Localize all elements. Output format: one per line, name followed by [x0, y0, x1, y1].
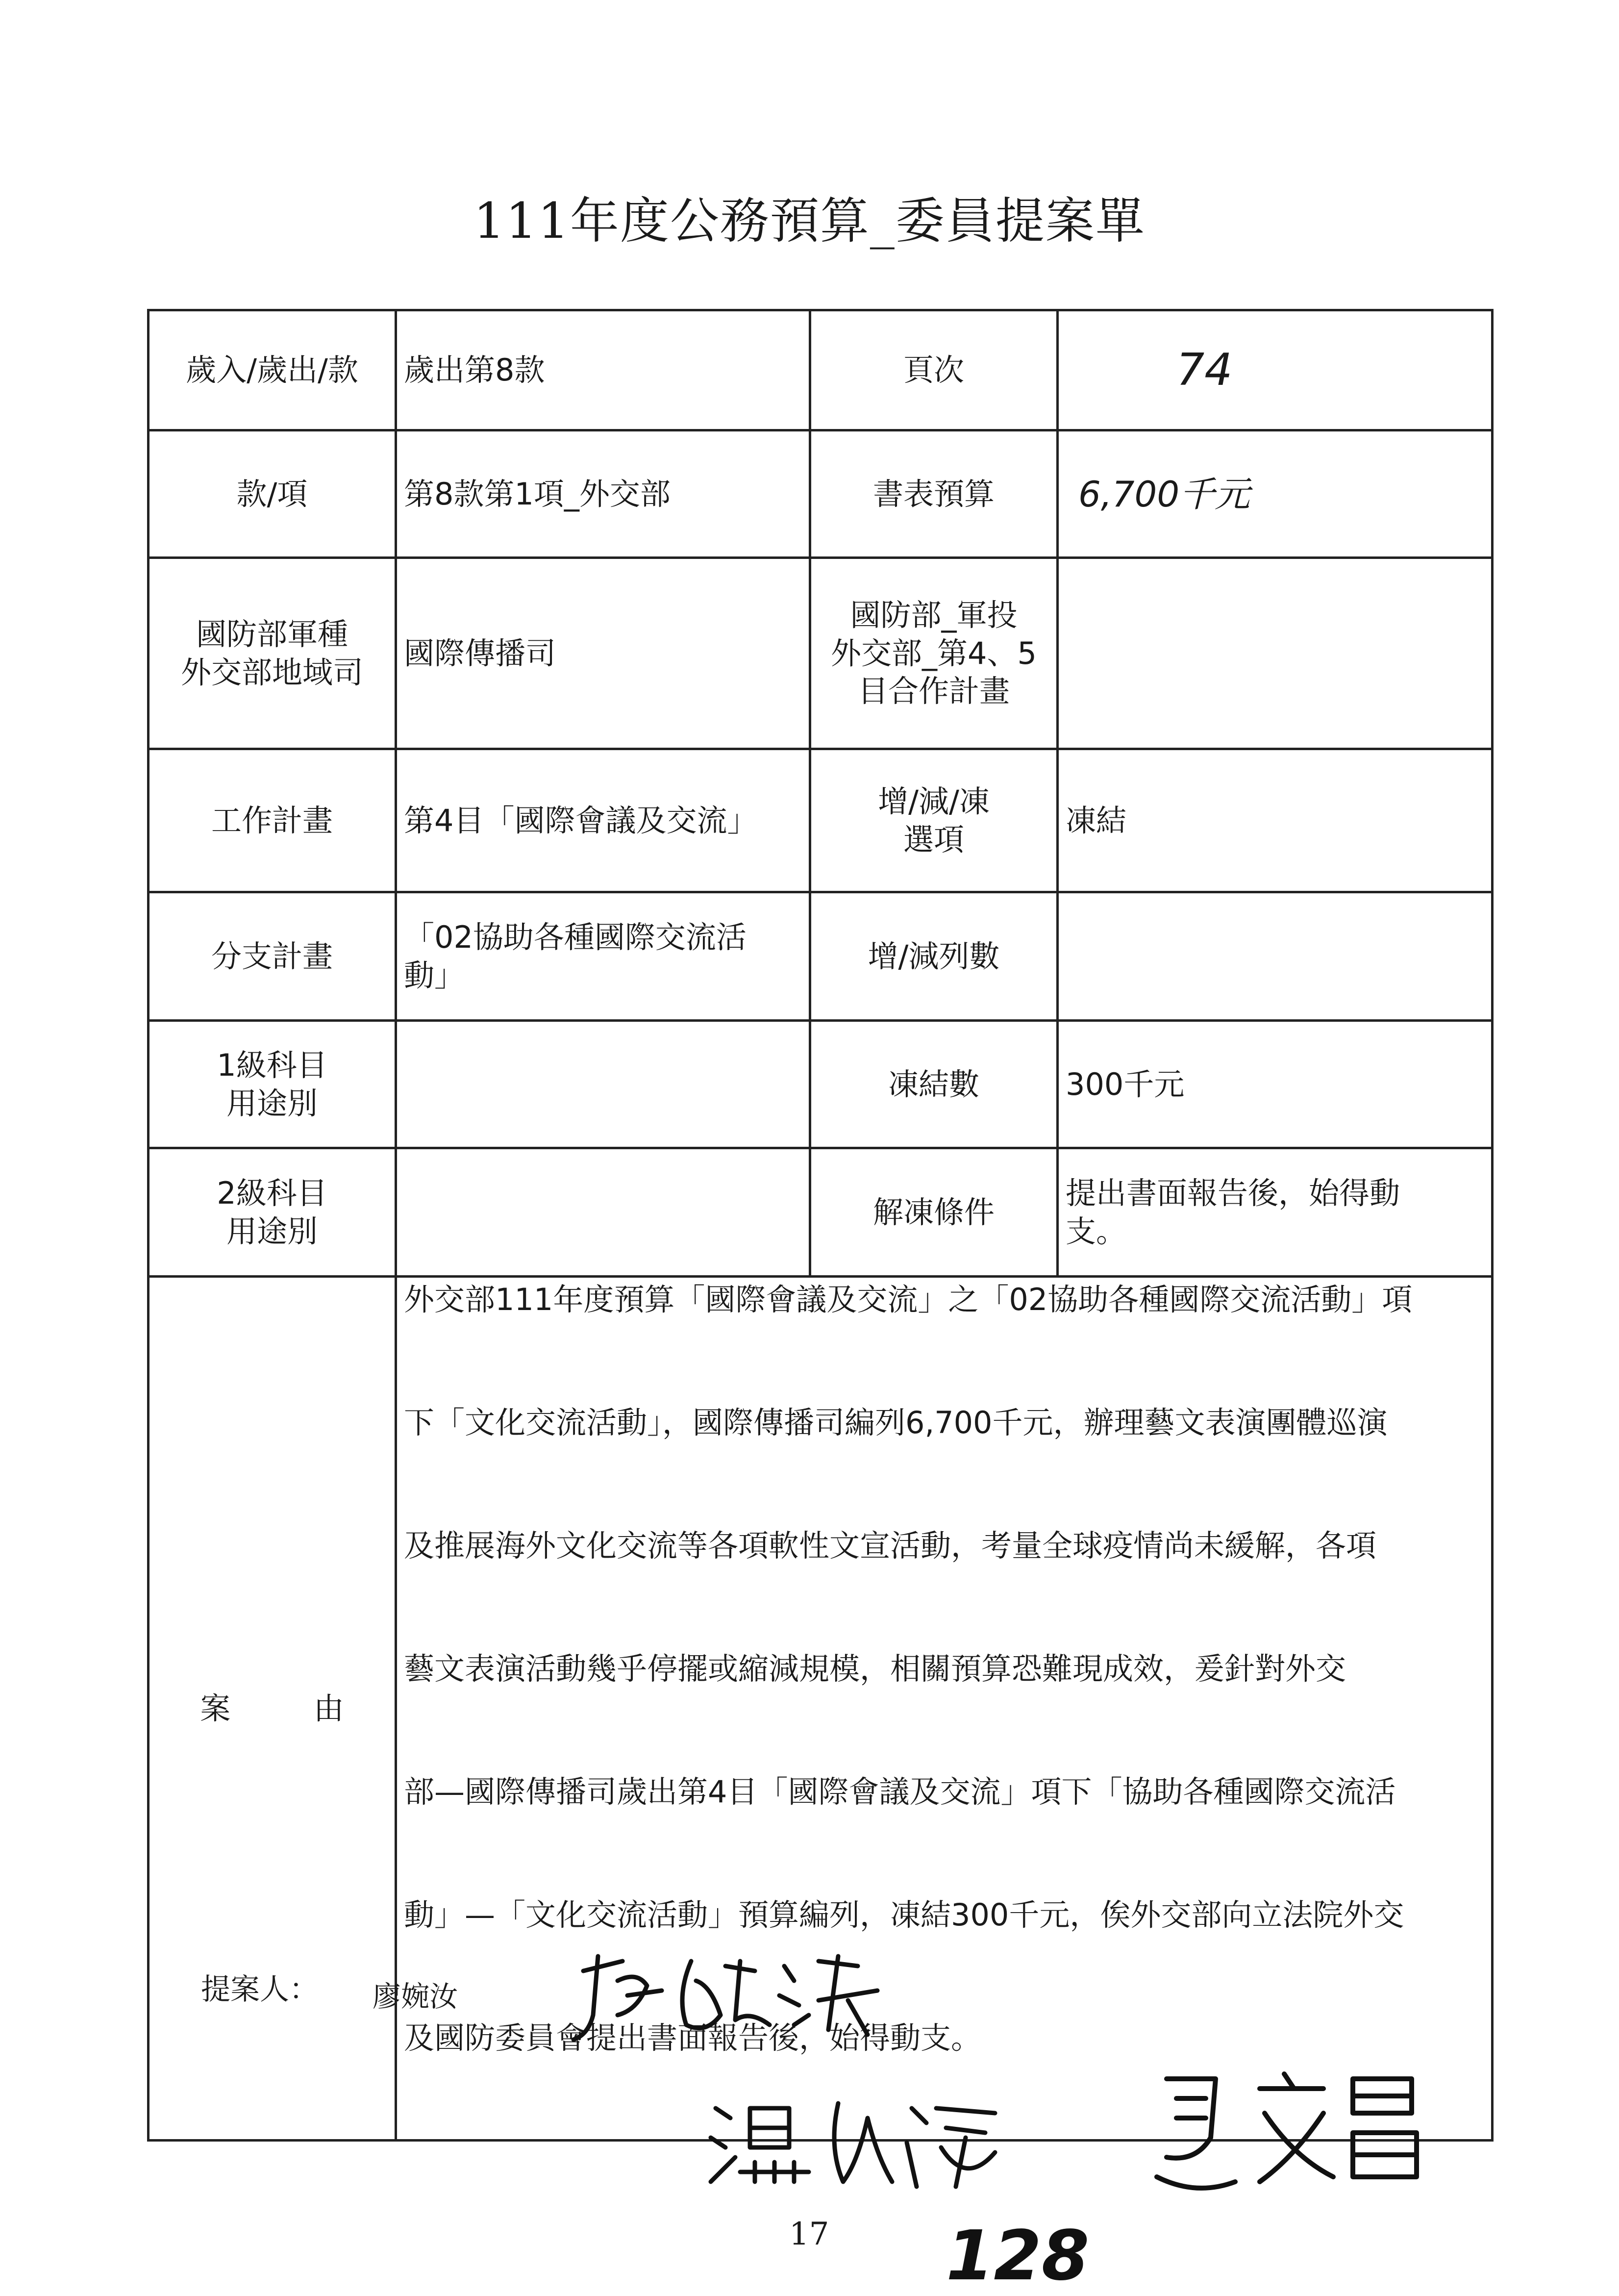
- field-value-line: 動」: [404, 957, 465, 993]
- field-label: 款/項: [149, 430, 396, 558]
- field-label: 分支計畫: [149, 892, 396, 1021]
- form-row: [149, 1148, 1493, 1277]
- budget-handwritten-cell: [1058, 430, 1493, 558]
- field-value-line: 「02協助各種國際交流活: [404, 919, 747, 955]
- case-reason-line: 藝文表演活動幾乎停擺或縮減規模，相關預算恐難現成效，爰針對外交: [404, 1651, 1346, 1687]
- case-reason: [396, 1277, 1493, 2141]
- field-label-line: 外交部地域司: [180, 654, 363, 690]
- case-label-char: 案: [200, 1690, 231, 1726]
- case-reason-line: 動」—「文化交流活動」預算編列，凍結300千元，俟外交部向立法院外交: [404, 1897, 1404, 1933]
- field-value: 國際傳播司: [396, 558, 810, 749]
- case-label-char: 由: [313, 1690, 344, 1726]
- proposer-name: 廖婉汝: [373, 1980, 458, 2013]
- case-reason-line: 部—國際傳播司歲出第4目「國際會議及交流」項下「協助各種國際交流活: [404, 1774, 1396, 1810]
- field-value: [396, 1021, 810, 1148]
- field-value: [396, 892, 810, 1021]
- handwritten-budget: 6,700千元: [1078, 473, 1250, 515]
- handwritten-page-ref: 74: [1176, 344, 1233, 396]
- case-reason-line: 及推展海外文化交流等各項軟性文宣活動，考量全球疫情尚未緩解，各項: [404, 1528, 1377, 1564]
- case-reason-line: 外交部111年度預算「國際會議及交流」之「02協助各種國際交流活動」項: [404, 1282, 1413, 1317]
- proposer-label: 提案人：: [201, 1972, 319, 2007]
- field-value: 凍結: [1058, 749, 1493, 892]
- signature-1: [564, 1942, 907, 2049]
- field-label: [149, 1148, 396, 1277]
- field-label: [149, 558, 396, 749]
- field-label: 頁次: [810, 310, 1058, 430]
- form-row: [149, 310, 1493, 430]
- field-label: 解凍條件: [810, 1148, 1058, 1277]
- field-value: [1058, 558, 1493, 749]
- field-label-line: 選項: [903, 821, 964, 858]
- case-reason-line: 及國防委員會提出書面報告後，始得動支。: [404, 2020, 982, 2056]
- form-row: [149, 892, 1493, 1021]
- field-label: 書表預算: [810, 430, 1058, 558]
- field-label: [810, 749, 1058, 892]
- field-label-line: 外交部_第4、5: [831, 635, 1037, 671]
- form-row: [149, 749, 1493, 892]
- case-label: [149, 1277, 396, 2141]
- field-label-line: 用途別: [226, 1213, 318, 1249]
- page-number: 17: [789, 2216, 829, 2252]
- field-label: [149, 1021, 396, 1148]
- form-row: [149, 1021, 1493, 1148]
- field-label-line: 2級科目: [217, 1175, 327, 1211]
- signature-2: [701, 2089, 1005, 2196]
- field-label: 凍結數: [810, 1021, 1058, 1148]
- field-value-line: 提出書面報告後，始得動: [1066, 1175, 1400, 1211]
- field-value: 歲出第8款: [396, 310, 810, 430]
- signature-3: [1137, 2059, 1441, 2206]
- field-value: [1058, 892, 1493, 1021]
- page-ref-handwritten: [1058, 310, 1493, 430]
- field-value: 第8款第1項_外交部: [396, 430, 810, 558]
- field-label-line: 增/減/凍: [878, 783, 990, 819]
- field-value: 第4目「國際會議及交流」: [396, 749, 810, 892]
- field-value: [1058, 1148, 1493, 1277]
- form-row: [149, 430, 1493, 558]
- field-label: 工作計畫: [149, 749, 396, 892]
- field-label-line: 用途別: [226, 1085, 318, 1121]
- handwritten-number: 128: [946, 2216, 1090, 2296]
- form-title: 111年度公務預算_委員提案單: [473, 192, 1146, 250]
- field-label: 歲入/歲出/款: [149, 310, 396, 430]
- field-label-line: 國防部軍種: [196, 616, 348, 652]
- field-label: 增/減列數: [810, 892, 1058, 1021]
- proposal-form-table: [147, 309, 1494, 2142]
- field-value: [396, 1148, 810, 1277]
- field-value-line: 支。: [1066, 1213, 1127, 1249]
- field-label: [810, 558, 1058, 749]
- field-label-line: 1級科目: [217, 1047, 327, 1083]
- form-row: [149, 558, 1493, 749]
- field-value: 300千元: [1058, 1021, 1493, 1148]
- field-label-line: 目合作計畫: [857, 673, 1010, 709]
- case-reason-line: 下「文化交流活動」，國際傳播司編列6,700千元，辦理藝文表演團體巡演: [404, 1405, 1388, 1440]
- field-label-line: 國防部_軍投: [850, 597, 1018, 633]
